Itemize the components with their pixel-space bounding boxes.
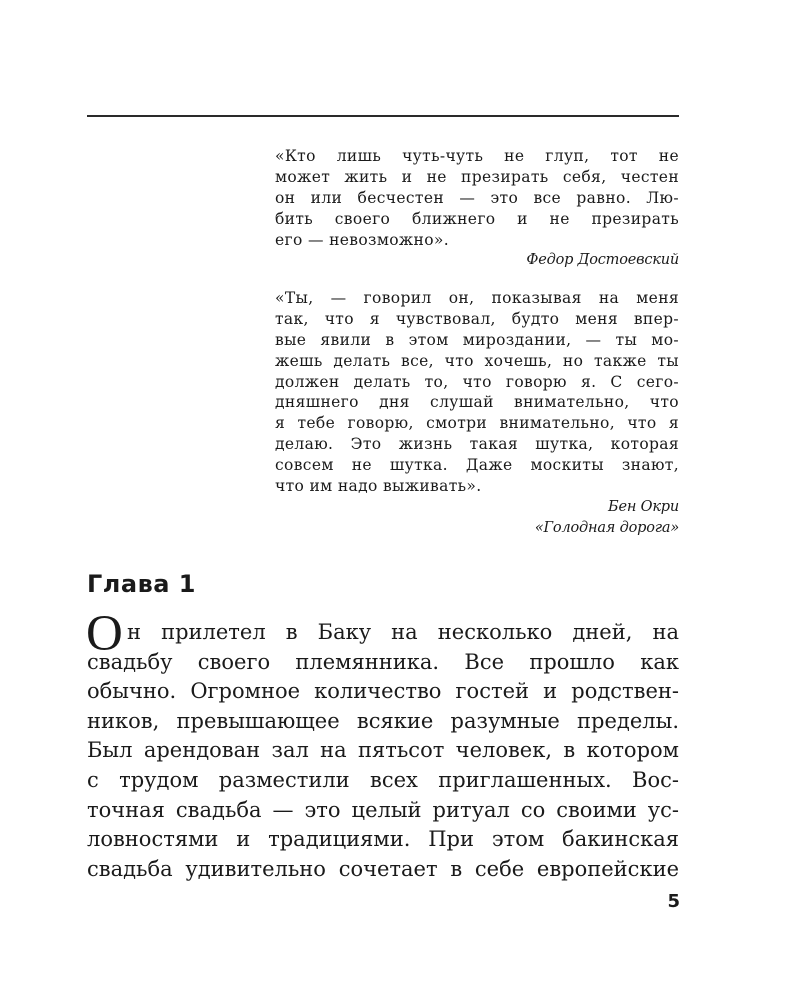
epigraph-line: делаю. Это жизнь такая шутка, которая — [275, 435, 679, 454]
chapter-title: Глава 1 — [87, 570, 197, 598]
body-line: обычно. Огромное количество гостей и родствен- — [87, 679, 679, 704]
chapter-body — [86, 606, 679, 884]
epigraph-line: вые явили в этом мироздании, — ты мо- — [275, 330, 679, 349]
body-line: ловностями и традициями. При этом бакинская — [87, 827, 679, 852]
epigraph-line: что им надо выживать». — [275, 477, 482, 496]
epigraph-line: так, что я чувствовал, будто меня впер- — [275, 309, 679, 328]
epigraph-line: может жить и не презирать себя, честен — [275, 167, 679, 186]
epigraph-line: «Кто лишь чуть-чуть не глуп, тот не — [275, 147, 679, 165]
header-rule — [87, 115, 679, 117]
body-line: точная свадьба — это целый ритуал со своими ус- — [87, 797, 679, 822]
body-line: ников, превышающее всякие разумные пределы. — [87, 708, 679, 733]
epigraph-line: я тебе говорю, смотри внимательно, что я — [275, 414, 679, 433]
epigraph-dostoevsky — [275, 146, 679, 271]
epigraph-author: Бен Окри — [608, 498, 679, 515]
epigraph-line: жешь делать все, что хочешь, но также ты — [275, 351, 679, 370]
epigraph-line: «Ты, — говорил он, показывая на меня — [275, 289, 679, 307]
body-line: свадьба удивительно сочетает в себе европейские — [87, 856, 679, 881]
epigraph-author: Федор Достоевский — [526, 252, 679, 269]
epigraph-line: бить своего ближнего и не презирать — [275, 209, 679, 228]
epigraph-okri — [275, 288, 679, 539]
epigraph-line: дняшнего дня слушай внимательно, что — [275, 393, 679, 412]
drop-cap: О — [86, 606, 123, 662]
body-line: свадьбу своего племянника. Все прошло как — [87, 649, 679, 674]
epigraph-line: он или бесчестен — это все равно. Лю- — [275, 188, 679, 207]
epigraph-line: должен делать то, что говорю я. С сего- — [275, 372, 679, 391]
body-line: с трудом разместили всех приглашенных. Вос- — [87, 767, 679, 792]
body-line: Был арендован зал на пятьсот человек, в котором — [87, 738, 679, 763]
epigraph-source: «Голодная дорога» — [534, 519, 679, 536]
body-line: н прилетел в Баку на несколько дней, на — [127, 620, 679, 644]
epigraph-line: его — невозможно». — [275, 230, 450, 249]
epigraph-line: совсем не шутка. Даже москиты знают, — [275, 456, 679, 475]
page-number: 5 — [667, 891, 680, 912]
